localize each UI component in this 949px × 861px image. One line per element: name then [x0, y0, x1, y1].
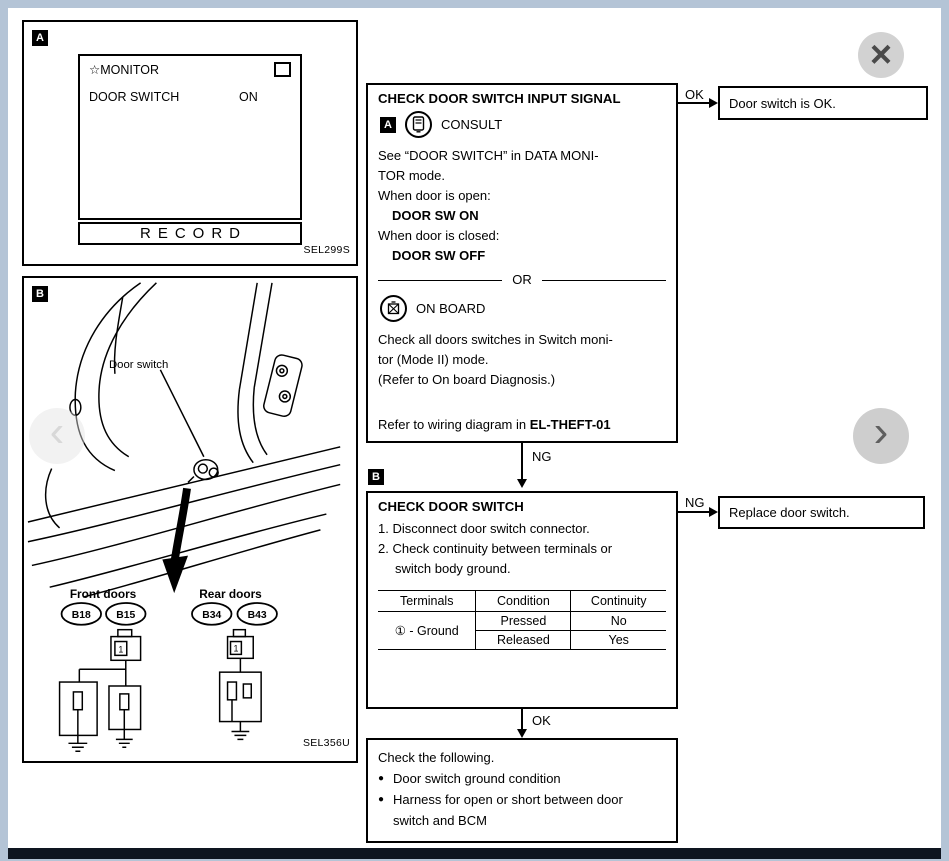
ok-label-2: OK [532, 713, 551, 728]
table-header-row [378, 591, 666, 612]
text-line: tor (Mode II) mode. [378, 352, 489, 367]
figure-b-marker: B [32, 286, 48, 302]
ok-arrow-1-head [709, 98, 718, 108]
chevron-left-icon: ‹ [49, 407, 65, 456]
bullet-text: Harness for open or short between door switch and BCM [393, 792, 623, 828]
rear-doors-label: Rear doors [199, 587, 262, 602]
step2-b-marker: B [368, 469, 384, 485]
door-illustration [24, 278, 356, 761]
connector-b34-label: B34 [202, 609, 222, 621]
or-divider [378, 271, 666, 289]
monitor-row-label: DOOR SWITCH [89, 90, 180, 104]
bullet-text: Door switch ground condition [393, 771, 561, 786]
consult-device-icon [405, 111, 432, 138]
step2-title: CHECK DOOR SWITCH [378, 499, 524, 514]
front-doors-label: Front doors [69, 587, 137, 602]
manual-page [8, 8, 941, 848]
col-condition: Condition [476, 591, 571, 612]
ng-arrow-1-head [517, 479, 527, 488]
step-check-following [366, 738, 678, 843]
ok-label-1: OK [685, 87, 704, 102]
text-line: TOR mode. [378, 168, 445, 183]
connector-b18-label: B18 [71, 609, 91, 621]
door-switch-label: Door switch [108, 358, 169, 371]
bullet-item [378, 768, 666, 789]
terminal-cell: ① - Ground [394, 624, 459, 638]
monitor-row-value: ON [239, 90, 258, 104]
next-image-button[interactable] [853, 408, 909, 464]
text-line: 2. Check continuity between terminals or [378, 541, 613, 556]
ng-arrow-2 [678, 511, 710, 513]
on-board-icon [380, 295, 407, 322]
bullet-icon: ● [378, 773, 385, 784]
continuity-table [378, 590, 666, 650]
figure-a-marker: A [32, 30, 48, 46]
bullet-item [378, 789, 666, 831]
rear-pin-number: 1 [233, 643, 239, 654]
monitor-checkbox [274, 62, 291, 77]
ok-arrow-1 [678, 102, 710, 104]
consult-row [380, 111, 666, 138]
onboard-row [380, 295, 666, 322]
door-sw-on-value: DOOR SW ON [392, 208, 479, 223]
text-line: When door is closed: [378, 228, 500, 243]
front-door-switch-schematic [60, 630, 141, 752]
figure-door-switch-location [22, 276, 358, 763]
monitor-row [89, 90, 294, 104]
close-icon: × [869, 34, 893, 76]
col-terminals: Terminals [378, 591, 476, 612]
check-following-intro: Check the following. [378, 750, 495, 765]
ok-arrow-2 [521, 709, 523, 730]
result-replace-door-switch: Replace door switch. [718, 496, 925, 529]
door-sw-off-value: DOOR SW OFF [392, 248, 486, 263]
connector-b15-label: B15 [116, 609, 136, 621]
figure-consult-monitor [22, 20, 358, 266]
condition-cell: Pressed [476, 612, 571, 631]
bullet-icon: ● [378, 794, 385, 805]
ng-arrow-1 [521, 443, 523, 479]
monitor-title: ☆MONITOR [89, 63, 160, 77]
condition-cell: Released [476, 631, 571, 650]
text-line: When door is open: [378, 188, 491, 203]
text-line: Check all doors switches in Switch moni- [378, 332, 613, 347]
record-button-figure: RECORD [78, 222, 302, 245]
text-line: 1. Disconnect door switch connector. [378, 521, 590, 536]
wiring-diagram-reference [378, 417, 611, 432]
ng-label-1: NG [532, 449, 552, 464]
door-switch-leader-line [160, 370, 203, 457]
connector-b43-label: B43 [247, 609, 267, 621]
connector-symbols [62, 603, 277, 625]
result-door-switch-ok: Door switch is OK. [718, 86, 928, 120]
text-line: switch body ground. [395, 561, 511, 576]
ok-arrow-2-head [517, 729, 527, 738]
text-line: (Refer to On board Diagnosis.) [378, 372, 556, 387]
figure-b-id: SEL356U [302, 737, 350, 749]
monitor-screen [78, 54, 302, 220]
on-board-label: ON BOARD [416, 301, 486, 316]
continuity-cell: No [571, 612, 666, 631]
previous-image-button[interactable] [29, 408, 85, 464]
step-check-door-switch [366, 491, 678, 709]
continuity-cell: Yes [571, 631, 666, 650]
table-row [378, 612, 666, 631]
step1-title: CHECK DOOR SWITCH INPUT SIGNAL [378, 91, 621, 106]
ng-arrow-2-head [709, 507, 718, 517]
bottom-bar [8, 848, 941, 859]
consult-label: CONSULT [441, 117, 503, 132]
or-label: OR [512, 272, 532, 287]
reference-code: EL-THEFT-01 [529, 417, 611, 432]
figure-a-id: SEL299S [303, 244, 350, 256]
reference-text: Refer to wiring diagram in [378, 417, 530, 432]
step1-a-marker: A [380, 117, 396, 133]
chevron-right-icon: › [873, 407, 889, 456]
text-line: See “DOOR SWITCH” in DATA MONI- [378, 148, 599, 163]
step-check-input-signal [366, 83, 678, 443]
front-pin-number: 1 [118, 644, 124, 655]
close-button[interactable] [858, 32, 904, 78]
col-continuity: Continuity [571, 591, 666, 612]
ng-label-2: NG [685, 495, 705, 510]
rear-door-switch-schematic [220, 630, 262, 740]
